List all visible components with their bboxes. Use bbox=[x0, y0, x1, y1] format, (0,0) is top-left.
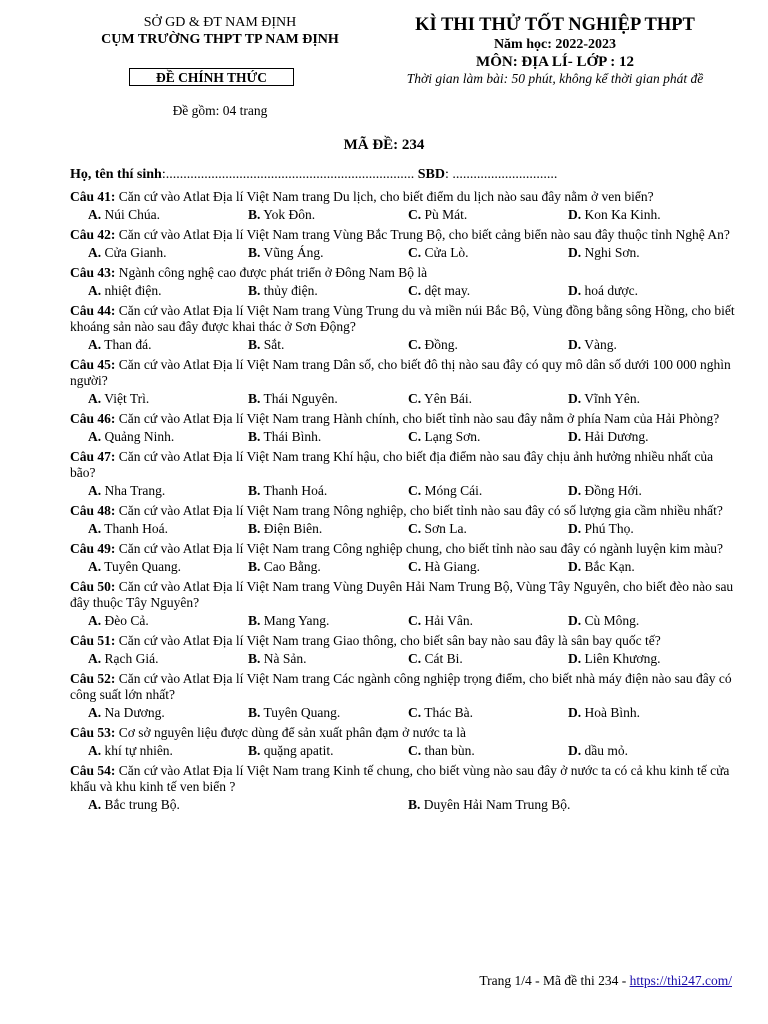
option-d bbox=[568, 613, 639, 629]
option-text: Rạch Giá. bbox=[104, 651, 159, 666]
question-text: Căn cứ vào Atlat Địa lí Việt Nam trang Các ngành công nghiệp trọng điểm, cho biết nhà máy điện nào sau đây có công suất lớn nhất? bbox=[70, 671, 732, 702]
question-block bbox=[70, 449, 735, 500]
option-letter: B. bbox=[408, 797, 421, 812]
question-stem bbox=[70, 763, 735, 795]
question-stem bbox=[70, 265, 735, 281]
option-b bbox=[248, 743, 334, 759]
answer-options bbox=[70, 521, 735, 538]
option-letter: A. bbox=[88, 559, 102, 574]
option-letter: D. bbox=[568, 391, 582, 406]
option-text: Thanh Hoá. bbox=[263, 483, 328, 498]
question-stem bbox=[70, 357, 735, 389]
option-text: dầu mỏ. bbox=[584, 743, 628, 758]
option-b bbox=[248, 483, 327, 499]
option-b bbox=[248, 651, 307, 667]
option-b bbox=[248, 429, 321, 445]
question-number: Câu 45: bbox=[70, 357, 116, 372]
question-stem bbox=[70, 411, 735, 427]
option-letter: D. bbox=[568, 245, 582, 260]
question-block bbox=[70, 763, 735, 814]
option-text: Điện Biên. bbox=[263, 521, 323, 536]
option-text: quặng apatit. bbox=[263, 743, 334, 758]
option-letter: C. bbox=[408, 613, 422, 628]
option-text: Móng Cái. bbox=[424, 483, 483, 498]
option-letter: D. bbox=[568, 559, 582, 574]
option-letter: C. bbox=[408, 245, 422, 260]
option-letter: B. bbox=[248, 521, 261, 536]
question-block bbox=[70, 265, 735, 300]
question-stem bbox=[70, 189, 735, 205]
question-block bbox=[70, 227, 735, 262]
question-text: Căn cứ vào Atlat Địa lí Việt Nam trang Vùng Duyên Hải Nam Trung Bộ, Vùng Tây Nguyên, cho biết đèo nào sau đây thuộc Tây Nguyên? bbox=[70, 579, 734, 610]
option-text: Nghi Sơn. bbox=[584, 245, 640, 260]
option-text: Cát Bi. bbox=[424, 651, 463, 666]
option-text: dệt may. bbox=[424, 283, 471, 298]
question-number: Câu 51: bbox=[70, 633, 116, 648]
option-b bbox=[248, 705, 340, 721]
option-c bbox=[408, 283, 470, 299]
option-letter: D. bbox=[568, 651, 582, 666]
option-text: nhiệt điện. bbox=[104, 283, 162, 298]
question-stem bbox=[70, 671, 735, 703]
answer-options bbox=[70, 207, 735, 224]
option-text: Núi Chúa. bbox=[104, 207, 160, 222]
question-number: Câu 49: bbox=[70, 541, 116, 556]
option-a bbox=[88, 207, 160, 223]
option-text: Hoà Bình. bbox=[584, 705, 640, 720]
header-left bbox=[70, 14, 370, 48]
answer-options bbox=[70, 283, 735, 300]
option-c bbox=[408, 743, 475, 759]
option-text: Mang Yang. bbox=[263, 613, 330, 628]
question-number: Câu 46: bbox=[70, 411, 116, 426]
option-a bbox=[88, 429, 174, 445]
option-c bbox=[408, 429, 480, 445]
option-letter: B. bbox=[248, 337, 261, 352]
option-a bbox=[88, 283, 162, 299]
option-b bbox=[248, 391, 338, 407]
option-b bbox=[248, 245, 324, 261]
option-a bbox=[88, 245, 167, 261]
footer-link[interactable]: https://thi247.com/ bbox=[629, 973, 732, 988]
option-c bbox=[408, 651, 463, 667]
option-letter: A. bbox=[88, 651, 102, 666]
question-text: Căn cứ vào Atlat Địa lí Việt Nam trang Giao thông, cho biết sân bay nào sau đây là sân bay quốc tế? bbox=[118, 633, 661, 648]
question-list bbox=[70, 189, 735, 817]
option-letter: D. bbox=[568, 483, 582, 498]
option-a bbox=[88, 797, 180, 813]
option-text: Bắc trung Bộ. bbox=[104, 797, 180, 812]
option-d bbox=[568, 483, 642, 499]
option-letter: B. bbox=[248, 483, 261, 498]
answer-options bbox=[70, 743, 735, 760]
option-text: Việt Trì. bbox=[104, 391, 150, 406]
question-block bbox=[70, 579, 735, 630]
option-d bbox=[568, 429, 648, 445]
question-text: Căn cứ vào Atlat Địa lí Việt Nam trang Kinh tế chung, cho biết vùng nào sau đây ở nước ta có cả khu kinh tế cửa khẩu và khu kinh tế ven biển ? bbox=[70, 763, 730, 794]
option-text: Than đá. bbox=[104, 337, 152, 352]
option-text: Nha Trang. bbox=[104, 483, 166, 498]
answer-options bbox=[70, 391, 735, 408]
option-text: Đồng. bbox=[424, 337, 458, 352]
header-right bbox=[375, 14, 735, 87]
question-number: Câu 53: bbox=[70, 725, 116, 740]
option-a bbox=[88, 337, 152, 353]
option-letter: A. bbox=[88, 245, 102, 260]
option-text: Cửa Lò. bbox=[424, 245, 469, 260]
option-letter: C. bbox=[408, 283, 422, 298]
school-cluster-name: CỤM TRƯỜNG THPT TP NAM ĐỊNH bbox=[101, 32, 339, 47]
option-letter: C. bbox=[408, 705, 422, 720]
student-name-blank: :....................................................................... bbox=[161, 167, 415, 182]
option-text: than bùn. bbox=[424, 743, 475, 758]
answer-options bbox=[70, 559, 735, 576]
option-c bbox=[408, 207, 467, 223]
question-number: Câu 43: bbox=[70, 265, 116, 280]
option-a bbox=[88, 743, 173, 759]
option-text: Thái Nguyên. bbox=[263, 391, 338, 406]
answer-options bbox=[70, 651, 735, 668]
option-text: Cao Bằng. bbox=[263, 559, 321, 574]
option-text: Phú Thọ. bbox=[584, 521, 634, 536]
option-letter: B. bbox=[248, 613, 261, 628]
department-name: SỞ GD & ĐT NAM ĐỊNH bbox=[143, 15, 297, 30]
option-a bbox=[88, 559, 181, 575]
option-text: Sắt. bbox=[263, 337, 285, 352]
option-letter: A. bbox=[88, 797, 102, 812]
question-text: Căn cứ vào Atlat Địa lí Việt Nam trang Du lịch, cho biết điểm du lịch nào sau đây nằm ở ven biển? bbox=[118, 189, 654, 204]
option-a bbox=[88, 521, 168, 537]
option-text: Thác Bà. bbox=[424, 705, 473, 720]
option-d bbox=[568, 705, 640, 721]
option-letter: A. bbox=[88, 743, 102, 758]
student-name-label: Họ, tên thí sinh bbox=[70, 167, 162, 182]
question-stem bbox=[70, 227, 735, 243]
option-text: Bắc Kạn. bbox=[584, 559, 635, 574]
option-letter: D. bbox=[568, 207, 582, 222]
option-text: Nà Sản. bbox=[263, 651, 307, 666]
option-letter: B. bbox=[248, 207, 261, 222]
question-stem bbox=[70, 449, 735, 481]
official-exam-label: ĐỀ CHÍNH THỨC bbox=[129, 68, 294, 86]
question-stem bbox=[70, 503, 735, 519]
question-block bbox=[70, 541, 735, 576]
answer-options bbox=[70, 613, 735, 630]
option-a bbox=[88, 651, 158, 667]
option-letter: C. bbox=[408, 207, 422, 222]
option-c bbox=[408, 613, 473, 629]
option-letter: D. bbox=[568, 743, 582, 758]
option-d bbox=[568, 521, 634, 537]
question-stem bbox=[70, 579, 735, 611]
option-a bbox=[88, 613, 149, 629]
option-letter: D. bbox=[568, 521, 582, 536]
option-letter: A. bbox=[88, 391, 102, 406]
question-stem bbox=[70, 541, 735, 557]
option-text: Vàng. bbox=[584, 337, 617, 352]
exam-title: KÌ THI THỬ TỐT NGHIỆP THPT bbox=[415, 15, 695, 35]
option-c bbox=[408, 521, 467, 537]
option-text: Hải Dương. bbox=[584, 429, 649, 444]
option-b bbox=[248, 613, 329, 629]
school-year: Năm học: 2022-2023 bbox=[493, 37, 617, 52]
option-d bbox=[568, 559, 635, 575]
option-letter: B. bbox=[248, 391, 261, 406]
option-text: Liên Khương. bbox=[584, 651, 661, 666]
question-block bbox=[70, 411, 735, 446]
option-text: khí tự nhiên. bbox=[104, 743, 173, 758]
question-stem bbox=[70, 303, 735, 335]
answer-options bbox=[70, 337, 735, 354]
option-letter: B. bbox=[248, 743, 261, 758]
option-text: thủy điện. bbox=[263, 283, 318, 298]
option-b bbox=[408, 797, 570, 813]
option-letter: C. bbox=[408, 743, 422, 758]
question-block bbox=[70, 725, 735, 760]
option-text: Vũng Áng. bbox=[263, 245, 324, 260]
option-letter: B. bbox=[248, 559, 261, 574]
question-number: Câu 44: bbox=[70, 303, 116, 318]
option-text: Vĩnh Yên. bbox=[584, 391, 641, 406]
option-text: Cửa Gianh. bbox=[104, 245, 167, 260]
option-text: Yên Bái. bbox=[424, 391, 472, 406]
subject-grade: MÔN: ĐỊA LÍ- LỚP : 12 bbox=[476, 54, 634, 70]
option-letter: D. bbox=[568, 705, 582, 720]
question-number: Câu 54: bbox=[70, 763, 116, 778]
student-info-line bbox=[70, 167, 750, 183]
question-text: Cơ sở nguyên liệu được dùng để sản xuất phân đạm ở nước ta là bbox=[118, 725, 467, 740]
option-letter: B. bbox=[248, 245, 261, 260]
question-text: Căn cứ vào Atlat Địa lí Việt Nam trang Công nghiệp chung, cho biết tỉnh nào sau đây có ngành luyện kim màu? bbox=[118, 541, 724, 556]
option-letter: C. bbox=[408, 337, 422, 352]
question-block bbox=[70, 189, 735, 224]
option-letter: D. bbox=[568, 337, 582, 352]
option-letter: A. bbox=[88, 337, 102, 352]
option-letter: A. bbox=[88, 521, 102, 536]
question-text: Căn cứ vào Atlat Địa lí Việt Nam trang Nông nghiệp, cho biết tỉnh nào sau đây có số lượng gia cầm nhiều nhất? bbox=[118, 503, 723, 518]
option-letter: D. bbox=[568, 613, 582, 628]
option-text: Sơn La. bbox=[424, 521, 467, 536]
option-text: Yok Đôn. bbox=[263, 207, 316, 222]
option-text: Kon Ka Kinh. bbox=[584, 207, 661, 222]
option-letter: A. bbox=[88, 613, 102, 628]
option-c bbox=[408, 483, 482, 499]
question-stem bbox=[70, 725, 735, 741]
answer-options bbox=[70, 705, 735, 722]
answer-options bbox=[70, 797, 735, 814]
question-number: Câu 41: bbox=[70, 189, 116, 204]
option-a bbox=[88, 391, 149, 407]
option-b bbox=[248, 521, 322, 537]
option-text: Quảng Ninh. bbox=[104, 429, 175, 444]
option-letter: A. bbox=[88, 705, 102, 720]
option-letter: B. bbox=[248, 705, 261, 720]
option-text: Cù Mông. bbox=[584, 613, 640, 628]
option-letter: C. bbox=[408, 391, 422, 406]
answer-options bbox=[70, 429, 735, 446]
option-c bbox=[408, 245, 469, 261]
question-text: Căn cứ vào Atlat Địa lí Việt Nam trang Khí hậu, cho biết địa điểm nào sau đây chịu ảnh hưởng nhiều nhất của bão? bbox=[70, 449, 714, 480]
option-d bbox=[568, 391, 640, 407]
option-letter: A. bbox=[88, 283, 102, 298]
option-text: hoá dược. bbox=[584, 283, 638, 298]
option-letter: B. bbox=[248, 429, 261, 444]
option-b bbox=[248, 207, 315, 223]
option-d bbox=[568, 337, 617, 353]
option-letter: A. bbox=[88, 483, 102, 498]
option-text: Hải Vân. bbox=[424, 613, 473, 628]
question-text: Căn cứ vào Atlat Địa lí Việt Nam trang Vùng Trung du và miền núi Bắc Bộ, Vùng đồng bằng sông Hồng, cho biết khoáng sản nào sau đây được khai thác ở Sơn Động? bbox=[70, 303, 735, 334]
footer-text: Trang 1/4 - Mã đề thi 234 - bbox=[479, 973, 630, 988]
option-text: Duyên Hải Nam Trung Bộ. bbox=[423, 797, 571, 812]
option-letter: D. bbox=[568, 283, 582, 298]
question-number: Câu 47: bbox=[70, 449, 116, 464]
option-d bbox=[568, 207, 661, 223]
option-letter: A. bbox=[88, 207, 102, 222]
option-letter: B. bbox=[248, 283, 261, 298]
answer-options bbox=[70, 245, 735, 262]
option-d bbox=[568, 283, 638, 299]
question-text: Căn cứ vào Atlat Địa lí Việt Nam trang Vùng Bắc Trung Bộ, cho biết cảng biển nào sau đây thuộc tỉnh Nghệ An? bbox=[118, 227, 730, 242]
question-number: Câu 42: bbox=[70, 227, 116, 242]
option-c bbox=[408, 337, 458, 353]
question-block bbox=[70, 503, 735, 538]
option-d bbox=[568, 245, 640, 261]
question-number: Câu 52: bbox=[70, 671, 116, 686]
option-letter: A. bbox=[88, 429, 102, 444]
option-c bbox=[408, 559, 480, 575]
option-b bbox=[248, 337, 284, 353]
option-letter: C. bbox=[408, 429, 422, 444]
option-letter: C. bbox=[408, 483, 422, 498]
option-text: Lạng Sơn. bbox=[424, 429, 481, 444]
sbd-blank: : .............................. bbox=[444, 167, 558, 182]
option-letter: D. bbox=[568, 429, 582, 444]
question-block bbox=[70, 671, 735, 722]
option-text: Na Dương. bbox=[104, 705, 165, 720]
option-letter: C. bbox=[408, 521, 422, 536]
question-block bbox=[70, 357, 735, 408]
option-text: Hà Giang. bbox=[424, 559, 480, 574]
option-b bbox=[248, 283, 318, 299]
option-c bbox=[408, 705, 473, 721]
option-letter: C. bbox=[408, 651, 422, 666]
answer-options bbox=[70, 483, 735, 500]
question-text: Ngành công nghệ cao được phát triển ở Đông Nam Bộ là bbox=[118, 265, 428, 280]
question-text: Căn cứ vào Atlat Địa lí Việt Nam trang Hành chính, cho biết tỉnh nào sau đây nằm ở phía Nam của Hải Phòng? bbox=[118, 411, 720, 426]
question-stem bbox=[70, 633, 735, 649]
option-text: Thanh Hoá. bbox=[104, 521, 168, 536]
option-text: Tuyên Quang. bbox=[263, 705, 341, 720]
option-a bbox=[88, 483, 165, 499]
question-text: Căn cứ vào Atlat Địa lí Việt Nam trang Dân số, cho biết đô thị nào sau đây có quy mô dân số dưới 100 000 nghìn người? bbox=[70, 357, 731, 388]
option-text: Đèo Cả. bbox=[104, 613, 149, 628]
option-text: Thái Bình. bbox=[263, 429, 322, 444]
option-text: Tuyên Quang. bbox=[104, 559, 182, 574]
option-d bbox=[568, 743, 628, 759]
option-d bbox=[568, 651, 660, 667]
page-footer bbox=[479, 973, 732, 989]
option-text: Pù Mát. bbox=[424, 207, 468, 222]
exam-code: MÃ ĐỀ: 234 bbox=[343, 137, 425, 153]
question-block bbox=[70, 633, 735, 668]
sbd-label: SBD bbox=[417, 167, 445, 182]
page-count-note: Đề gồm: 04 trang bbox=[172, 103, 268, 118]
question-number: Câu 48: bbox=[70, 503, 116, 518]
option-letter: B. bbox=[248, 651, 261, 666]
option-b bbox=[248, 559, 321, 575]
question-number: Câu 50: bbox=[70, 579, 116, 594]
option-a bbox=[88, 705, 165, 721]
option-text: Đồng Hới. bbox=[584, 483, 642, 498]
question-block bbox=[70, 303, 735, 354]
time-note: Thời gian làm bài: 50 phút, không kể thời gian phát đề bbox=[406, 71, 704, 86]
option-letter: C. bbox=[408, 559, 422, 574]
option-c bbox=[408, 391, 472, 407]
